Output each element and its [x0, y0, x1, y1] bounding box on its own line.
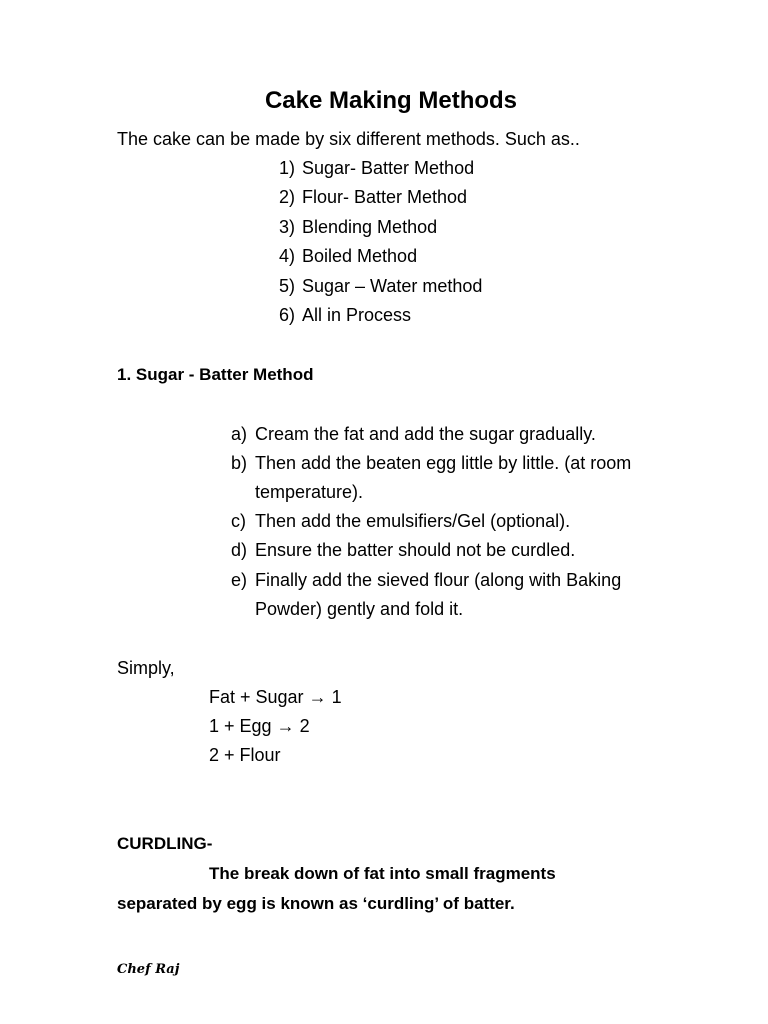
- step-text: Cream the fat and add the sugar gradually.: [255, 424, 596, 444]
- method-item-4: [279, 246, 417, 267]
- curdling-heading: CURDLING-: [117, 834, 213, 853]
- method-label: Boiled Method: [302, 246, 418, 266]
- section-heading: 1. Sugar - Batter Method: [117, 365, 314, 384]
- step-letter: a): [231, 424, 248, 444]
- method-item-2: [279, 187, 467, 208]
- step-text-continued: Powder) gently and fold it.: [255, 599, 464, 619]
- equation-left: Fat + Sugar: [209, 687, 304, 707]
- arrow-icon: →: [276, 716, 295, 736]
- method-label: Flour- Batter Method: [302, 187, 468, 207]
- method-number: 6): [279, 305, 296, 325]
- method-label: Sugar – Water method: [302, 276, 483, 296]
- curdling-definition-line2: separated by egg is known as ‘curdling’ of batter.: [117, 894, 515, 913]
- arrow-icon: →: [308, 687, 327, 707]
- method-number: 2): [279, 187, 296, 207]
- step-item-d: [231, 540, 575, 561]
- step-letter: b): [231, 453, 248, 473]
- equation-left: 1 + Egg: [209, 716, 272, 736]
- step-text: Then add the emulsifiers/Gel (optional).: [255, 511, 571, 531]
- method-label: All in Process: [302, 305, 412, 325]
- page-title: Cake Making Methods: [264, 87, 518, 114]
- equation-line-3: [209, 745, 281, 766]
- step-letter: e): [231, 570, 248, 590]
- step-letter: c): [231, 511, 246, 531]
- method-number: 4): [279, 246, 296, 266]
- method-number: 1): [279, 158, 296, 178]
- step-item-a: [231, 424, 596, 445]
- curdling-definition-line1: The break down of fat into small fragments: [209, 864, 556, 883]
- method-number: 3): [279, 217, 296, 237]
- method-item-1: [279, 158, 474, 179]
- step-item-e: [231, 570, 621, 591]
- signature: Chef Raj: [117, 962, 180, 977]
- method-label: Blending Method: [302, 217, 438, 237]
- method-label: Sugar- Batter Method: [302, 158, 475, 178]
- step-letter: d): [231, 540, 248, 560]
- equation-right: 2: [299, 716, 310, 736]
- method-item-3: [279, 217, 437, 238]
- step-item-c: [231, 511, 570, 532]
- method-item-6: [279, 305, 411, 326]
- equation-left: 2 + Flour: [209, 745, 281, 765]
- step-text: Finally add the sieved flour (along with Baking: [255, 570, 622, 590]
- method-item-5: [279, 276, 482, 297]
- step-item-b: [231, 453, 631, 474]
- step-text-continued: temperature).: [255, 482, 364, 502]
- equation-line-2: [209, 716, 310, 737]
- simply-label: Simply,: [117, 658, 175, 678]
- equation-right: 1: [331, 687, 342, 707]
- equation-line-1: [209, 687, 342, 708]
- step-text: Ensure the batter should not be curdled.: [255, 540, 576, 560]
- method-number: 5): [279, 276, 296, 296]
- step-text: Then add the beaten egg little by little. (at room: [255, 453, 632, 473]
- intro-text: The cake can be made by six different methods. Such as..: [117, 129, 580, 149]
